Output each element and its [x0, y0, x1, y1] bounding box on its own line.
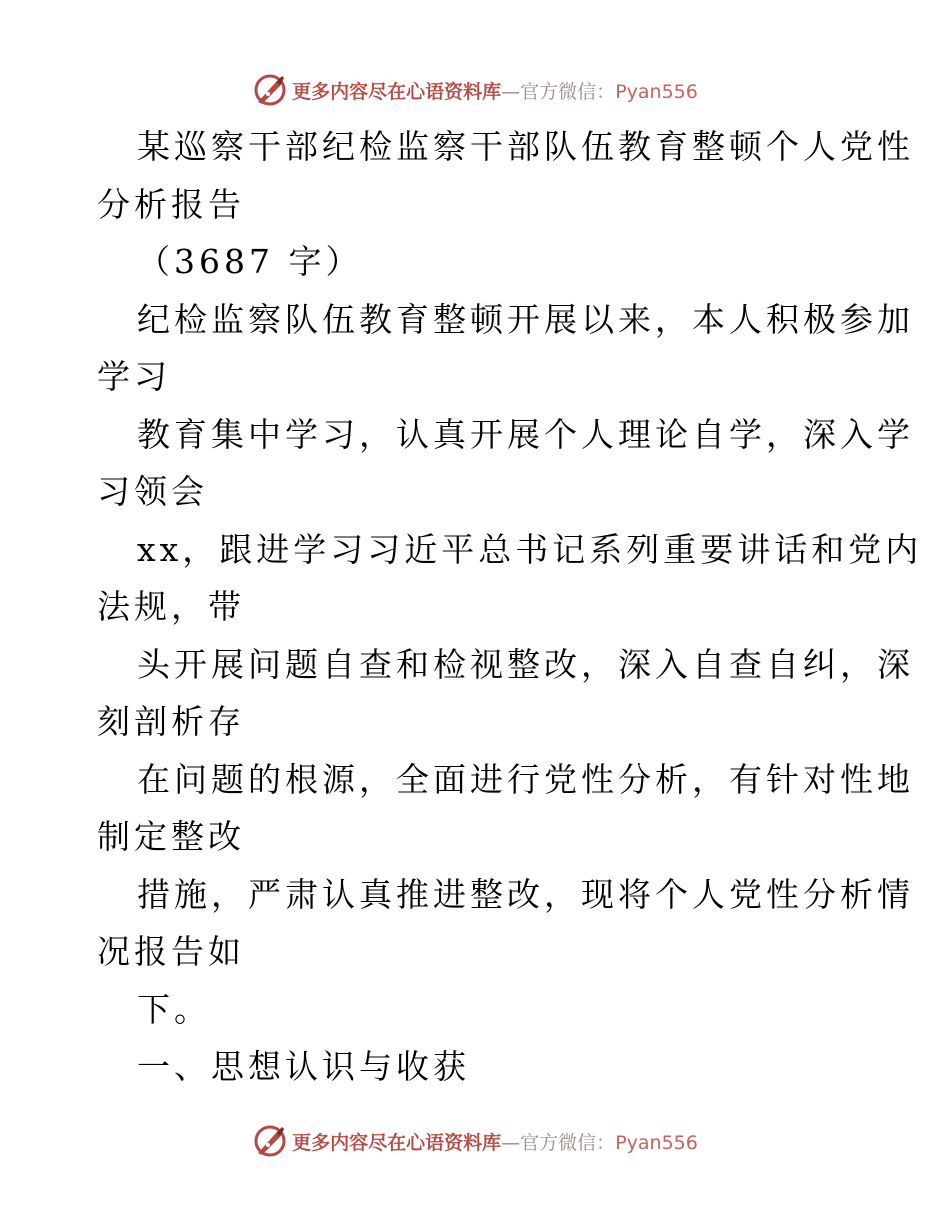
document-line: 某巡察干部纪检监察干部队伍教育整顿个人党性: [137, 127, 914, 166]
footer-watermark: [0, 1121, 950, 1161]
fountain-pen-logo-icon: [252, 72, 288, 108]
document-line: 况报告如: [97, 932, 245, 971]
document-line: 学习: [97, 357, 171, 396]
watermark-brand: Pyan556: [615, 80, 698, 103]
document-line: 头开展问题自查和检视整改，深入自查自纠，深: [137, 644, 914, 684]
watermark-contact-label: 官方微信：: [520, 80, 616, 103]
document-line: 措施，严肃认真推进整改，现将个人党性分析情: [137, 874, 914, 914]
section-heading: 一、思想认识与收获: [137, 1047, 470, 1086]
document-line: 下。: [137, 989, 211, 1029]
document-line: xx，跟进学习习近平总书记系列重要讲话和党内: [137, 529, 923, 569]
document-line: （3687 字）: [137, 242, 363, 281]
watermark-main-text: 更多内容尽在心语资料库: [292, 1131, 502, 1154]
document-line: 法规，带: [97, 587, 245, 626]
document-line: 刻剖析存: [97, 702, 245, 741]
document-line: 分析报告: [97, 184, 245, 224]
watermark-contact-label: 官方微信：: [520, 1131, 616, 1154]
fountain-pen-logo-icon: [252, 1123, 288, 1159]
watermark-separator: —: [501, 1131, 521, 1154]
document-line: 习领会: [97, 472, 208, 511]
watermark-main-text: 更多内容尽在心语资料库: [292, 80, 502, 103]
watermark-brand: Pyan556: [615, 1131, 698, 1154]
document-line: 教育集中学习，认真开展个人理论自学，深入学: [137, 414, 914, 454]
document-line: 制定整改: [97, 817, 245, 856]
document-body: [97, 118, 923, 1096]
watermark-separator: —: [501, 80, 521, 103]
document-line: 纪检监察队伍教育整顿开展以来，本人积极参加: [137, 299, 914, 339]
header-watermark: [0, 70, 950, 110]
document-line: 在问题的根源，全面进行党性分析，有针对性地: [137, 759, 914, 799]
